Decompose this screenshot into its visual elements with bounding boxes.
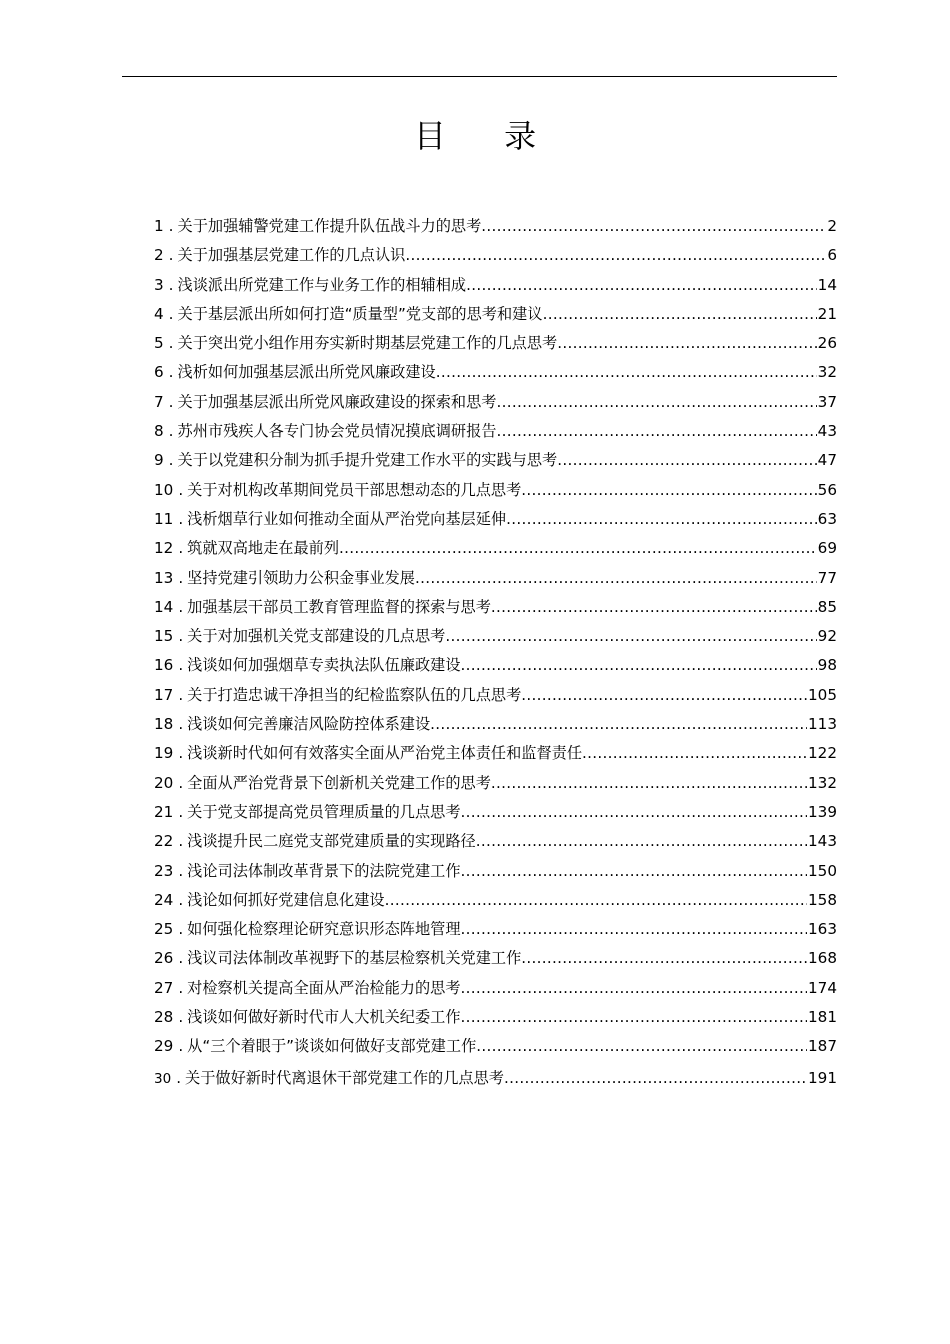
toc-dot-leader — [461, 798, 807, 827]
toc-dot-leader — [521, 476, 816, 505]
toc-entry[interactable] — [154, 300, 837, 329]
toc-entry-number: 17 — [154, 685, 174, 704]
toc-entry-title: 如何强化检察理论研究意识形态阵地管理 — [187, 920, 461, 939]
toc-entry-number: 16 — [154, 656, 174, 675]
toc-entry-number: 22 — [154, 832, 174, 851]
toc-entry-page-number: 2 — [827, 217, 837, 235]
toc-entry-title: 关于打造忠诚干净担当的纪检监察队伍的几点思考 — [187, 685, 522, 704]
toc-entry-separator: . — [168, 363, 174, 382]
toc-entry[interactable] — [154, 593, 837, 622]
toc-entry-title: 浅议司法体制改革视野下的基层检察机关党建工作 — [187, 949, 522, 968]
toc-entry-page-number: 168 — [808, 949, 837, 968]
toc-entry-separator: . — [178, 861, 184, 880]
toc-entry-title: 关于以党建积分制为抓手提升党建工作水平的实践与思考 — [177, 451, 558, 470]
toc-entry-separator: . — [178, 480, 184, 499]
toc-entry[interactable] — [154, 241, 837, 270]
toc-entry-page-number: 113 — [808, 715, 837, 734]
toc-entry-separator: . — [178, 509, 184, 528]
toc-entry-number: 25 — [154, 920, 174, 939]
toc-entry-number: 30 — [154, 1070, 172, 1087]
toc-entry[interactable] — [154, 476, 837, 505]
toc-entry-separator: . — [168, 246, 174, 265]
toc-entry-number: 5 — [154, 334, 164, 353]
toc-entry-page-number: 14 — [817, 275, 837, 294]
toc-entry[interactable] — [154, 622, 837, 651]
toc-entry-separator: . — [178, 832, 184, 851]
toc-entry-page-number: 105 — [808, 685, 837, 704]
toc-entry[interactable] — [154, 534, 837, 563]
toc-entry-title: 从“三个着眼于”谈谈如何做好支部党建工作 — [187, 1037, 477, 1056]
toc-entry-separator: . — [168, 451, 174, 470]
toc-dot-leader — [461, 974, 807, 1003]
toc-entry-separator: . — [178, 744, 184, 763]
toc-entry-title: 浅析烟草行业如何推动全面从严治党向基层延伸 — [187, 509, 507, 528]
toc-entry-title: 对检察机关提高全面从严治检能力的思考 — [187, 978, 461, 997]
toc-entry-number: 11 — [154, 509, 174, 528]
toc-entry-title: 浅论如何抓好党建信息化建设 — [187, 890, 385, 909]
toc-entry-separator: . — [178, 685, 184, 704]
toc-entry-page-number: 43 — [817, 422, 837, 441]
toc-entry-number: 6 — [154, 363, 164, 382]
toc-entry-title: 浅谈如何完善廉洁风险防控体系建设 — [187, 715, 431, 734]
toc-entry-number: 9 — [154, 451, 164, 470]
toc-dot-leader — [521, 681, 807, 710]
toc-entry-number: 4 — [154, 304, 164, 323]
toc-entry-number: 2 — [154, 246, 164, 265]
toc-entry-separator: . — [178, 1008, 184, 1027]
toc-entry-separator: . — [168, 392, 174, 411]
toc-entry-separator: . — [178, 539, 184, 558]
toc-entry[interactable] — [154, 857, 837, 886]
toc-entry-page-number: 69 — [817, 539, 837, 558]
toc-entry-title: 浅谈提升民二庭党支部党建质量的实现路径 — [187, 832, 476, 851]
toc-entry-number: 19 — [154, 744, 174, 763]
toc-entry[interactable] — [154, 1032, 837, 1061]
toc-entry[interactable] — [154, 417, 837, 446]
toc-entry-title: 浅谈派出所党建工作与业务工作的相辅相成 — [177, 275, 467, 294]
toc-entry-title: 关于党支部提高党员管理质量的几点思考 — [187, 802, 461, 821]
toc-entry[interactable] — [154, 944, 837, 973]
toc-dot-leader — [461, 915, 807, 944]
toc-entry-number: 29 — [154, 1037, 174, 1056]
toc-dot-leader — [582, 739, 807, 768]
toc-entry-page-number: 163 — [808, 920, 837, 939]
toc-entry-separator: . — [168, 334, 174, 353]
toc-entry-number: 26 — [154, 949, 174, 968]
toc-entry-page-number: 85 — [817, 597, 837, 616]
toc-entry[interactable] — [154, 827, 837, 856]
toc-entry-separator: . — [178, 920, 184, 939]
toc-dot-leader — [385, 886, 807, 915]
toc-entry[interactable] — [154, 974, 837, 1003]
toc-entry[interactable] — [154, 358, 837, 387]
toc-entry-title: 浅论司法体制改革背景下的法院党建工作 — [187, 861, 461, 880]
toc-entry-title: 加强基层干部员工教育管理监督的探索与思考 — [187, 597, 491, 616]
toc-entry[interactable] — [154, 1064, 837, 1093]
toc-entry-number: 21 — [154, 802, 174, 821]
toc-entry[interactable] — [154, 564, 837, 593]
toc-entry-separator: . — [168, 304, 174, 323]
toc-entry[interactable] — [154, 886, 837, 915]
toc-entry-separator: . — [178, 597, 184, 616]
toc-entry-page-number: 181 — [808, 1008, 837, 1027]
toc-entry-separator: . — [178, 978, 184, 997]
toc-dot-leader — [436, 358, 817, 387]
toc-entry-separator: . — [168, 275, 174, 294]
toc-dot-leader — [491, 593, 817, 622]
toc-dot-leader — [481, 212, 826, 241]
toc-entry[interactable] — [154, 710, 837, 739]
toc-entry-title: 浅谈如何做好新时代市人大机关纪委工作 — [187, 1008, 461, 1027]
toc-dot-leader — [476, 1032, 807, 1061]
toc-dot-leader — [557, 329, 816, 358]
toc-entry-title: 关于突出党小组作用夯实新时期基层党建工作的几点思考 — [177, 334, 558, 353]
toc-entry-number: 18 — [154, 715, 174, 734]
toc-entry[interactable] — [154, 651, 837, 680]
toc-entry-number: 15 — [154, 627, 174, 646]
toc-entry-title: 筑就双高地走在最前列 — [187, 539, 340, 558]
table-of-contents — [154, 212, 837, 1093]
toc-entry-separator: . — [168, 217, 174, 235]
toc-entry-number: 14 — [154, 597, 174, 616]
toc-entry-page-number: 47 — [817, 451, 837, 470]
toc-entry-separator: . — [168, 422, 174, 441]
toc-entry-separator: . — [178, 568, 184, 587]
toc-entry[interactable] — [154, 798, 837, 827]
toc-entry-title: 关于对加强机关党支部建设的几点思考 — [187, 627, 446, 646]
toc-dot-leader — [430, 710, 807, 739]
toc-entry-page-number: 143 — [808, 832, 837, 851]
toc-entry-title: 关于对机构改革期间党员干部思想动态的几点思考 — [187, 480, 522, 499]
toc-dot-leader — [504, 1064, 807, 1093]
toc-dot-leader — [445, 622, 816, 651]
toc-dot-leader — [521, 944, 807, 973]
toc-entry-separator: . — [178, 1037, 184, 1056]
toc-entry-separator: . — [178, 656, 184, 675]
toc-entry-page-number: 6 — [827, 246, 837, 265]
toc-entry-page-number: 56 — [817, 480, 837, 499]
toc-entry-page-number: 32 — [817, 363, 837, 382]
toc-entry-page-number: 21 — [817, 304, 837, 323]
toc-entry[interactable] — [154, 329, 837, 358]
toc-entry-page-number: 37 — [817, 392, 837, 411]
toc-entry-number: 28 — [154, 1008, 174, 1027]
toc-entry-number: 8 — [154, 422, 164, 441]
toc-entry-page-number: 77 — [817, 568, 837, 587]
toc-entry-page-number: 174 — [808, 978, 837, 997]
toc-entry-title: 关于加强基层派出所党风廉政建设的探索和思考 — [177, 392, 497, 411]
toc-dot-leader — [461, 1003, 807, 1032]
toc-entry-title: 关于加强基层党建工作的几点认识 — [177, 246, 406, 265]
toc-dot-leader — [339, 534, 817, 563]
toc-entry-number: 3 — [154, 275, 164, 294]
toc-entry[interactable] — [154, 769, 837, 798]
toc-entry-number: 10 — [154, 480, 174, 499]
toc-entry-page-number: 132 — [808, 773, 837, 792]
toc-entry[interactable] — [154, 388, 837, 417]
toc-entry[interactable] — [154, 212, 837, 241]
toc-dot-leader — [405, 241, 826, 270]
toc-entry-number: 27 — [154, 978, 174, 997]
toc-entry-separator: . — [178, 890, 184, 909]
toc-entry-page-number: 150 — [808, 861, 837, 880]
toc-dot-leader — [543, 300, 817, 329]
toc-entry-title: 坚持党建引领助力公积金事业发展 — [187, 568, 415, 587]
toc-entry-page-number: 98 — [817, 656, 837, 675]
toc-entry-number: 24 — [154, 890, 174, 909]
toc-entry-page-number: 139 — [808, 802, 837, 821]
toc-dot-leader — [466, 271, 817, 300]
toc-entry-page-number: 122 — [808, 744, 837, 763]
toc-entry-title: 全面从严治党背景下创新机关党建工作的思考 — [187, 773, 491, 792]
toc-entry-number: 13 — [154, 568, 174, 587]
toc-dot-leader — [557, 446, 816, 475]
toc-entry-number: 23 — [154, 861, 174, 880]
toc-entry-title: 浅析如何加强基层派出所党风廉政建设 — [177, 363, 436, 382]
toc-entry[interactable] — [154, 915, 837, 944]
toc-entry[interactable] — [154, 739, 837, 768]
page-title: 目 录 — [413, 117, 561, 155]
toc-entry-separator: . — [178, 715, 184, 734]
toc-entry-separator: . — [176, 1068, 182, 1087]
toc-entry[interactable] — [154, 271, 837, 300]
toc-dot-leader — [415, 564, 817, 593]
toc-entry-page-number: 191 — [808, 1068, 837, 1087]
toc-entry-title: 浅谈新时代如何有效落实全面从严治党主体责任和监督责任 — [187, 744, 583, 763]
toc-entry-title: 苏州市残疾人各专门协会党员情况摸底调研报告 — [177, 422, 497, 441]
toc-entry[interactable] — [154, 505, 837, 534]
toc-entry-separator: . — [178, 802, 184, 821]
toc-entry-title: 关于基层派出所如何打造“质量型”党支部的思考和建议 — [177, 304, 543, 323]
toc-entry-page-number: 92 — [817, 627, 837, 646]
toc-entry-separator: . — [178, 627, 184, 646]
toc-entry-separator: . — [178, 949, 184, 968]
toc-entry[interactable] — [154, 446, 837, 475]
toc-entry-page-number: 187 — [808, 1037, 837, 1056]
toc-entry-title: 关于加强辅警党建工作提升队伍战斗力的思考 — [177, 217, 482, 235]
toc-dot-leader — [506, 505, 817, 534]
toc-dot-leader — [461, 857, 807, 886]
toc-entry[interactable] — [154, 681, 837, 710]
toc-entry[interactable] — [154, 1003, 837, 1032]
toc-entry-title: 浅谈如何加强烟草专卖执法队伍廉政建设 — [187, 656, 461, 675]
toc-entry-title: 关于做好新时代离退休干部党建工作的几点思考 — [185, 1068, 504, 1087]
toc-entry-page-number: 63 — [817, 509, 837, 528]
toc-dot-leader — [496, 417, 816, 446]
toc-dot-leader — [496, 388, 816, 417]
toc-dot-leader — [476, 827, 807, 856]
toc-entry-number: 12 — [154, 539, 174, 558]
toc-dot-leader — [461, 651, 817, 680]
toc-entry-separator: . — [178, 773, 184, 792]
toc-entry-number: 20 — [154, 773, 174, 792]
header-rule — [122, 76, 837, 77]
toc-entry-page-number: 26 — [817, 334, 837, 353]
toc-entry-number: 7 — [154, 392, 164, 411]
toc-dot-leader — [491, 769, 807, 798]
toc-entry-number: 1 — [154, 217, 164, 235]
toc-entry-page-number: 158 — [808, 890, 837, 909]
